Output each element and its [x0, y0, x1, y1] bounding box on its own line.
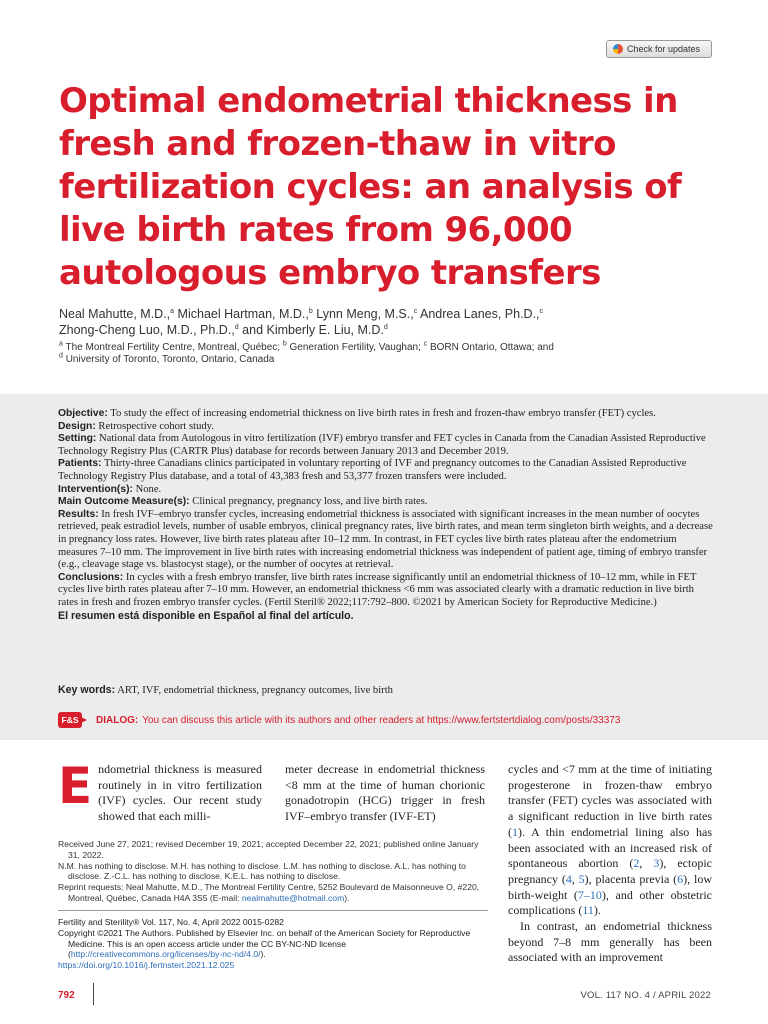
abstract-patients: Patients: Thirty-three Canadians clinics participated in voluntary reporting of IVF and pregnancy outcomes to the Canadian Assisted Reproductive Technology Registry Plus database, and a total of 43,383 fresh and 53,377 frozen transfers were included.	[58, 458, 687, 482]
text-run: ).	[593, 903, 601, 918]
divider	[93, 983, 94, 1005]
check-for-updates-label: Check for updates	[627, 44, 701, 54]
citation-link[interactable]: 4	[565, 871, 572, 886]
abstract-objective: Objective: To study the effect of increasing endometrial thickness on live birth rates in fresh and frozen-thaw embryo transfer (FET) cycles.	[58, 408, 656, 419]
article-notes	[58, 839, 488, 904]
spanish-abstract-note: El resumen está disponible en Español al final del artículo.	[58, 609, 354, 622]
abstract-main-outcome: Main Outcome Measure(s): Clinical pregnancy, pregnancy loss, and live birth rates.	[58, 496, 428, 508]
citation-link[interactable]: 2	[633, 856, 640, 871]
text-run: ,	[639, 856, 654, 871]
dialog-link[interactable]: You can discuss this article with its authors and other readers at https://www.fertstertdialog.com/posts/33373	[142, 714, 621, 726]
check-for-updates-button[interactable]	[606, 40, 712, 58]
author-name: Michael Hartman, M.D.,	[177, 307, 309, 321]
citation-link[interactable]: 6	[677, 871, 684, 886]
abstract-setting: Setting: National data from Autologous in vitro fertilization (IVF) embryo transfer and FET cycles in Canada from the Canadian Assisted Reproductive Technology Registry Plus (CARTR Plus) database for records between January 2013 and December 2019.	[58, 433, 706, 457]
paragraph: In contrast, an endometrial thickness beyond 7–8 mm generally has been associated with an improvement	[508, 919, 712, 965]
text-run: ), and other obstetric complications (	[508, 887, 712, 918]
body-column-3	[508, 762, 712, 966]
abstract-conclusions: Conclusions: In cycles with a fresh embryo transfer, live birth rates increase significantly until an endometrial thickness of 10–12 mm, while in FET cycles live birth rates plateau after 7–10 mm. However, an endometrial thickness <6 mm was associated clearly with a dramatic reduction in live birth rates in fresh and frozen embryo transfer cycles. (Fertil Steril® 2022;117:792–800. ©2021 by American Society for Reproductive Medicine.)	[58, 571, 697, 608]
keywords: Key words: ART, IVF, endometrial thickness, pregnancy outcomes, live birth	[58, 684, 393, 696]
dialog-label: DIALOG:	[96, 714, 139, 726]
author-name: Lynn Meng, M.S.,	[316, 307, 414, 321]
divider	[58, 910, 488, 911]
affiliation: The Montreal Fertility Centre, Montreal, Québec;	[65, 342, 281, 353]
citation-link[interactable]: 7–10	[577, 887, 602, 902]
affiliation: Generation Fertility, Vaughan;	[289, 342, 421, 353]
text-run: ), ectopic pregnancy (	[508, 856, 712, 886]
text-run: ), low birth-weight (	[508, 871, 712, 902]
author-list: Neal Mahutte, M.D.,$^a$ Michael Hartman, M.D.,$^b$ Lynn Meng, M.S.,$^c$ Andrea Lanes, Ph.D.,$^c$ Zhong-Cheng Luo, M.D., Ph.D.,$^d$ and Kimberly E. Liu, M.D.$^d$	[59, 307, 544, 337]
abstract	[58, 408, 714, 622]
abstract-results: Results: In fresh IVF–embryo transfer cycles, increasing endometrial thickness is associated with significant increases in the mean number of oocytes retrieved, peak estradiol levels, number of usable embryos, clinical pregnancy rates, live birth rates, and mean term singleton birth weights, and a decrease in pregnancy loss rates. However, live birth rates plateau after 10–12 mm. In contrast, in FET cycles live birth rates plateau after the endometrium measures 7–10 mm. The improvement in live birth rates with increasing endometrial thickness was independent of patient age, timing of embryo transfer (e.g., cleavage stage vs. blastocyst stage), or the number of oocytes at retrieval.	[58, 508, 713, 571]
text-run: ), placenta previa (	[584, 871, 678, 886]
license-link[interactable]: http://creativecommons.org/licenses/by-nc-nd/4.0/	[70, 949, 261, 960]
affiliation: University of Toronto, Toronto, Ontario, Canada	[65, 354, 275, 365]
volume-info: VOL. 117 NO. 4 / APRIL 2022	[580, 990, 711, 1001]
affiliations: $^a$ The Montreal Fertility Centre, Montreal, Québec; $^b$ Generation Fertility, Vaughan; $^c$ BORN Ontario, Ottawa; and $^d$ University of Toronto, Toronto, Ontario, Canada	[59, 340, 554, 365]
body-column-1: Endometrial thickness is measured routinely in in vitro fertilization (IVF) cycles. Our recent study showed that each milli-	[58, 757, 262, 824]
page-number: 792	[58, 990, 75, 1001]
citation-link[interactable]: 3	[653, 856, 660, 871]
article-title: Optimal endometrial thickness in fresh and frozen-thaw in vitro fertilization cycles: an analysis of live birth rates from 96,000 autologous embryo transfers	[59, 81, 682, 293]
author-name: Andrea Lanes, Ph.D.,	[420, 307, 540, 321]
doi-link[interactable]: https://doi.org/10.1016/j.fertnstert.2021.12.025	[58, 960, 235, 971]
text-run: ,	[571, 871, 579, 886]
disclosures: N.M. has nothing to disclose. M.H. has nothing to disclose. L.M. has nothing to disclose. A.L. has nothing to disclose. Z.-C.L. has nothing to disclose. K.E.L. has nothing to disclose.	[58, 860, 466, 882]
author-name: Neal Mahutte, M.D.,	[59, 307, 171, 321]
paragraph	[508, 762, 712, 917]
reprint-requests: Reprint requests: Neal Mahutte, M.D., The Montreal Fertility Centre, 5252 Boulevard de Maisonneuve O, #220, Montreal, Québec, Canada H4A 3S5 (E-mail: nealmahutte@hotmail.com).	[58, 882, 480, 903]
email-link[interactable]: nealmahutte@hotmail.com	[241, 892, 345, 903]
text-run: cycles and <7 mm at the time of initiating progesterone in frozen-thaw embryo transfer (FET) cycles was associated with a significant reduction in live birth rates (	[508, 762, 712, 839]
abstract-interventions: Intervention(s): None.	[58, 483, 162, 495]
journal-citation: Fertility and Sterility® Vol. 117, No. 4, April 2022 0015-0282	[58, 917, 284, 927]
dialog-banner	[58, 711, 718, 729]
affiliation: BORN Ontario, Ottawa; and	[429, 342, 554, 353]
fs-dialog-icon: F&S	[58, 712, 82, 728]
abstract-design: Design: Retrospective cohort study.	[58, 420, 214, 432]
citation-link[interactable]: 11	[582, 903, 594, 918]
drop-cap: E	[58, 757, 93, 815]
citation-link[interactable]: 5	[578, 871, 585, 886]
author-name: Zhong-Cheng Luo, M.D., Ph.D.,	[59, 323, 235, 337]
received-dates: Received June 27, 2021; revised December 19, 2021; accepted December 22, 2021; published online January 31, 2022.	[58, 839, 479, 860]
author-name: and Kimberly E. Liu, M.D.	[242, 323, 384, 337]
body-column-2: meter decrease in endometrial thickness <8 mm at the time of human chorionic gonadotropin (HCG) trigger in fresh IVF–embryo transfer (IVF-ET)	[285, 762, 485, 824]
crossmark-icon	[613, 44, 623, 54]
journal-info	[58, 917, 488, 971]
citation-link[interactable]: 1	[512, 824, 518, 839]
copyright: Copyright ©2021 The Authors. Published by Elsevier Inc. on behalf of the American Society for Reproductive Medicine. This is an open access article under the CC BY-NC-ND license (http://creativecommons.org/licenses/by-nc-nd/4.0/).	[58, 927, 471, 960]
text-run: ). A thin endometrial lining also has been associated with an increased risk of spontaneous abortion (	[508, 824, 712, 871]
